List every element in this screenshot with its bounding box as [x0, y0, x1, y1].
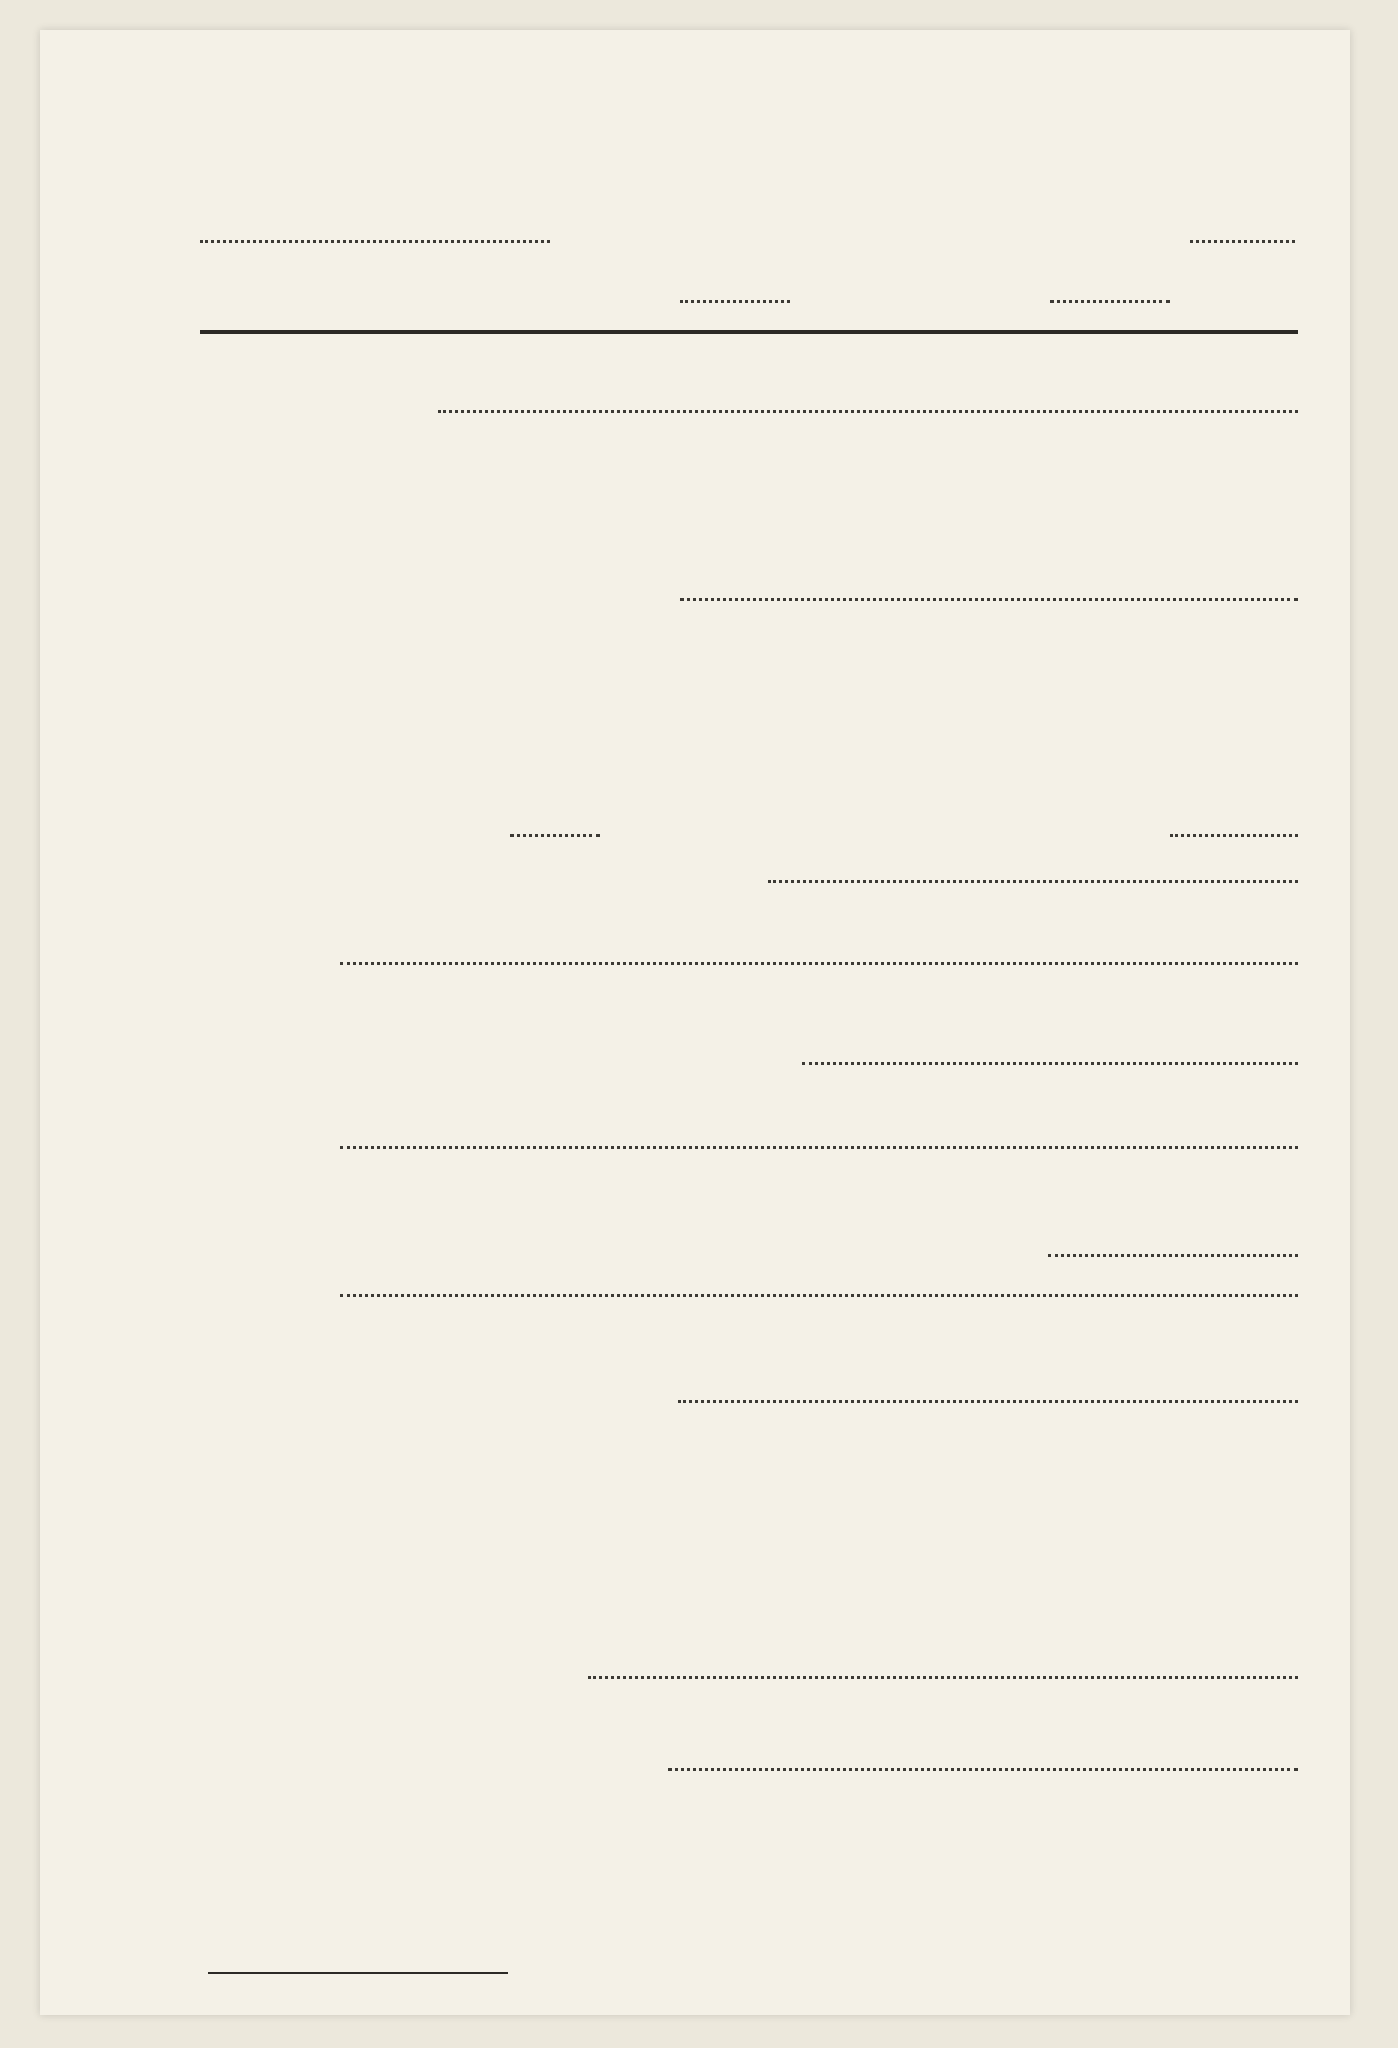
kreds-dotline — [680, 300, 790, 303]
name-dotline — [438, 410, 1298, 413]
census-form-page — [40, 30, 1350, 2015]
usual-residence-dotline — [588, 1676, 1298, 1679]
subject-dotline — [802, 1062, 1298, 1065]
personseddel-dotline — [1190, 240, 1295, 243]
husliste-dotline — [1050, 300, 1170, 303]
supporter-dotline — [678, 1400, 1298, 1403]
footnote-rule — [208, 1972, 508, 1974]
occupation-dotline-2 — [340, 1294, 1298, 1297]
position-dotline — [680, 598, 1298, 601]
occupation-dotline — [1048, 1254, 1298, 1257]
header-rule — [200, 330, 1298, 334]
birthmonth-dotline — [1170, 834, 1298, 837]
probable-residence-dotline — [668, 1768, 1298, 1771]
herred-dotline — [200, 240, 550, 243]
foreign-dotline — [340, 962, 1298, 965]
birthyear-dotline — [510, 834, 600, 837]
religion-dotline — [340, 1146, 1298, 1149]
birthplace-dotline — [768, 880, 1298, 883]
